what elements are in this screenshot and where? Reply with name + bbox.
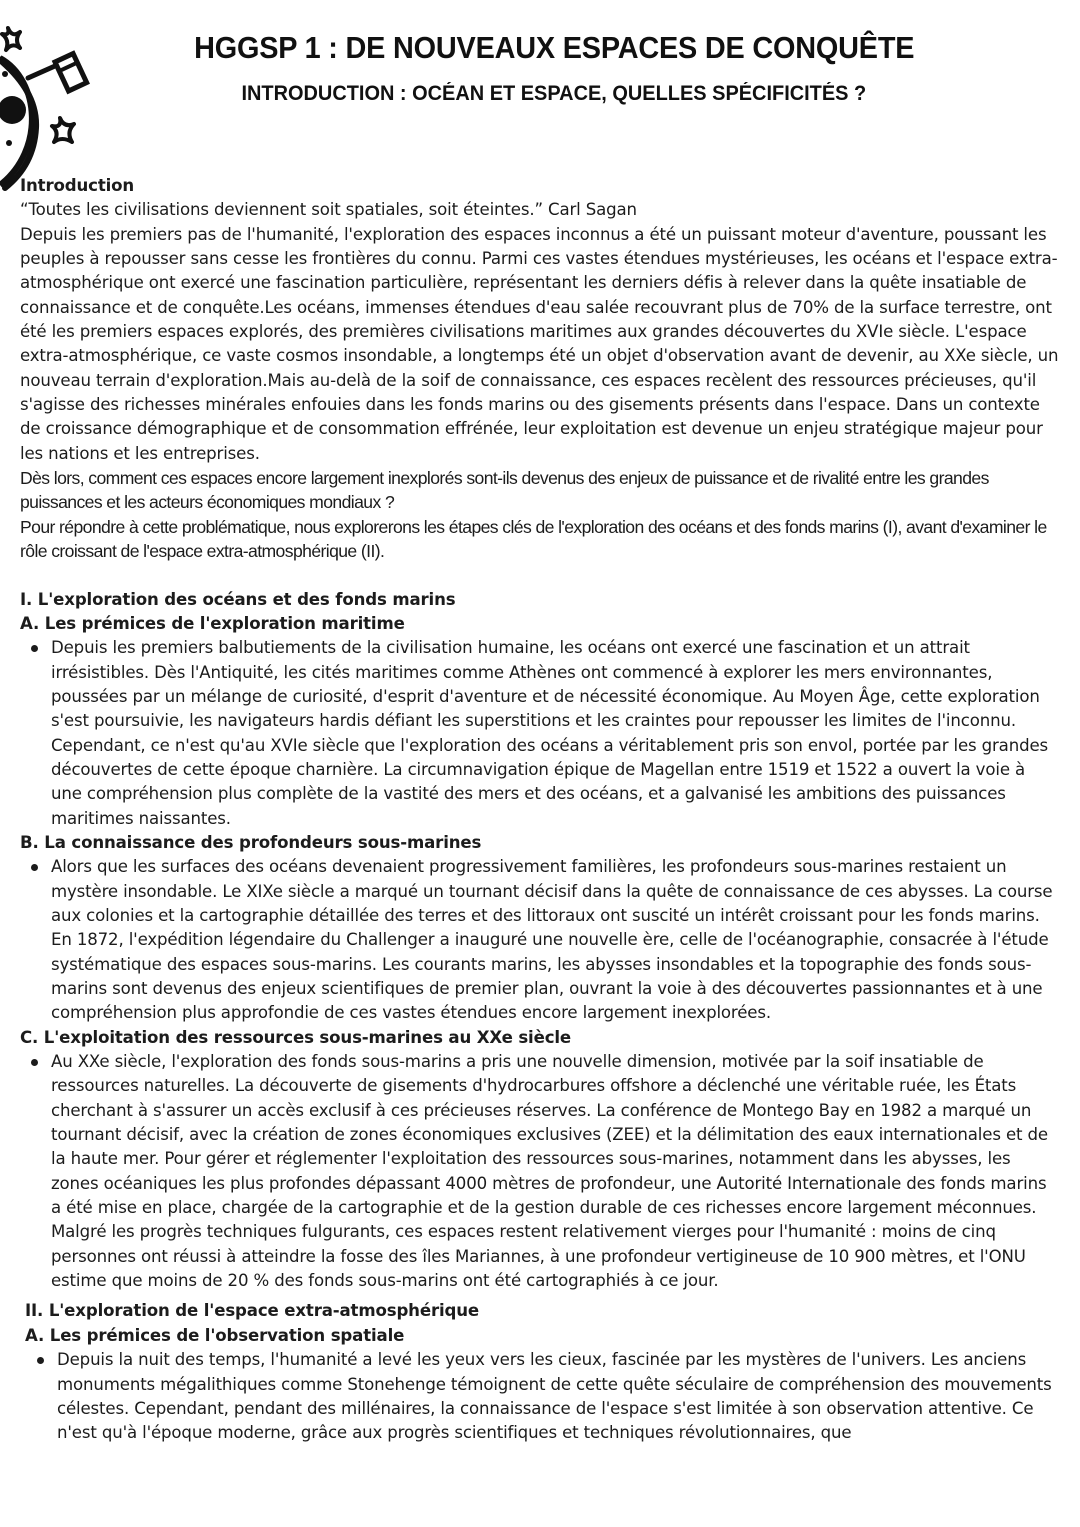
bullet-list bbox=[20, 855, 1060, 1025]
problematique: Dès lors, comment ces espaces encore largement inexplorés sont-ils devenus des enjeux de puissance et de rivalité entre les grandes puissances et les acteurs économiques mondiaux ? bbox=[20, 468, 989, 513]
spacer bbox=[20, 564, 1060, 588]
introduction-paragraph: Depuis les premiers pas de l'humanité, l'exploration des espaces inconnus a été un puissant moteur d'aventure, poussant les peuples à repousser sans cesse les frontières du connu. Parmi ces vastes étendues mystérieuses, les océans et l'espace extra-atmosphérique ont exercé une fascination particulière, représentant les derniers défis à relever dans la quête insatiable de connaissance et de conquête.Les océans, immenses étendues d'eau salée recouvrant plus de 70% de la surface terrestre, ont été les premiers espaces explorés, des premières civilisations maritimes aux grandes découvertes du XVIe siècle. L'espace extra-atmosphérique, ce vaste cosmos insondable, a longtemps été un objet d'observation avant de devenir, au XXe siècle, un nouveau terrain d'exploration.Mais au-delà de la soif de connaissance, ces espaces recèlent des ressources précieuses, qu'il s'agisse des richesses minérales enfouies dans les fonds marins ou des gisements présents dans l'espace. Dans un contexte de croissance démographique et de consommation effrénée, leur exploitation est devenue un enjeu stratégique majeur pour les nations et les entreprises. bbox=[20, 224, 1059, 463]
introduction-quote: “Toutes les civilisations deviennent soit spatiales, soit éteintes.” Carl Sagan bbox=[20, 200, 637, 220]
part-heading: I. L'exploration des océans et des fonds marins bbox=[20, 589, 456, 609]
part-heading: II. L'exploration de l'espace extra-atmosphérique bbox=[25, 1301, 480, 1321]
section-heading: A. Les prémices de l'exploration maritime bbox=[20, 613, 405, 633]
list-item: Au XXe siècle, l'exploration des fonds sous-marins a pris une nouvelle dimension, motivée par la soif insatiable de ressources naturelles. La découverte de gisements d'hydrocarbures offshore a déclenché une véritable ruée, les États cherchant à s'assurer un accès exclusif à ces précieuses réserves. La conférence de Montego Bay en 1982 a marqué un tournant décisif, avec la création de zones économiques exclusives (ZEE) et la délimitation des eaux internationales et de la haute mer. Pour gérer et réglementer l'exploitation des ressources sous-marines, notamment dans les abysses, les zones océaniques les plus profondes dépassant 4000 mètres de profondeur, une Autorité Internationale des fonds marins a été mise en place, chargée de la cartographie et de la gestion durable de ces richesses encore largement méconnues. Malgré les progrès techniques fulgurants, ces espaces restent relativement vierges pour l'humanité : moins de cinq personnes ont réussi à atteindre la fosse des îles Mariannes, à une profondeur vertigineuse de 10 900 mètres, et l'ONU estime que moins de 20 % des fonds sous-marins ont été cartographiés à ce jour. bbox=[51, 1050, 1060, 1293]
list-item: Alors que les surfaces des océans devenaient progressivement familières, les profondeurs sous-marines restaient un mystère insondable. Le XIXe siècle a marqué un tournant décisif dans la quête de connaissance de ces abysses. La course aux colonies et la cartographie détaillée des terres et des littoraux ont suscité un intérêt croissant pour les fonds marins. En 1872, l'expédition légendaire du Challenger a inauguré une nouvelle ère, celle de l'océanographie, consacrée à l'étude systématique des espaces sous-marins. Les courants marins, les abysses insondables et la topographie des fonds sous-marins sont devenus des enjeux scientifiques de premier plan, ouvrant la voie à des découvertes passionnantes et à une compréhension plus approfondie de ces vastes étendues encore largement inexplorées. bbox=[51, 855, 1060, 1025]
document-title bbox=[0, 30, 1080, 66]
introduction-heading: Introduction bbox=[20, 176, 135, 195]
bullet-list bbox=[25, 1348, 1060, 1445]
section-heading: A. Les prémices de l'observation spatiale bbox=[25, 1325, 405, 1345]
document-body bbox=[20, 174, 1060, 1446]
part-2 bbox=[20, 1299, 1060, 1445]
part-1 bbox=[20, 588, 1060, 1294]
section-heading: B. La connaissance des profondeurs sous-marines bbox=[20, 832, 482, 852]
document-title-text: HGGSP 1 : DE NOUVEAUX ESPACES DE CONQUÊTE bbox=[193, 30, 915, 65]
list-item: Depuis les premiers balbutiements de la civilisation humaine, les océans ont exercé une fascination et un attrait irrésistibles. Dès l'Antiquité, les cités maritimes comme Athènes ont commencé à explorer les mers environnantes, poussées par un mélange de curiosité, d'esprit d'aventure et de nécessité économique. Au Moyen Âge, cette exploration s'est poursuivie, les navigateurs hardis défiant les superstitions et les craintes pour repousser les limites de l'inconnu. Cependant, ce n'est qu'au XVIe siècle que l'exploration des océans a véritablement pris son envol, portée par les grandes découvertes de cette époque charnière. La circumnavigation épique de Magellan entre 1519 et 1522 a ouvert la voie à une compréhension plus complète de la vastité des mers et des océans, et a galvanisé les ambitions des puissances maritimes naissantes. bbox=[51, 636, 1060, 831]
section-heading: C. L'exploitation des ressources sous-marines au XXe siècle bbox=[20, 1027, 572, 1047]
document-subtitle bbox=[0, 82, 1080, 106]
bullet-list bbox=[20, 636, 1060, 831]
annonce-plan: Pour répondre à cette problématique, nous explorerons les étapes clés de l'exploration des océans et des fonds marins (I), avant d'examiner le rôle croissant de l'espace extra-atmosphérique (II). bbox=[20, 516, 1047, 562]
document-subtitle-text: INTRODUCTION : OCÉAN ET ESPACE, QUELLES SPÉCIFICITÉS ? bbox=[241, 82, 867, 105]
bullet-list bbox=[20, 1050, 1060, 1293]
list-item: Depuis la nuit des temps, l'humanité a levé les yeux vers les cieux, fascinée par les mystères de l'univers. Les anciens monuments mégalithiques comme Stonehenge témoignent de cette quête séculaire de compréhension des mouvements célestes. Cependant, pendant des millénaires, la connaissance de l'espace s'est limitée à son observation attentive. Ce n'est qu'à l'époque moderne, grâce aux progrès scientifiques et techniques révolutionnaires, que bbox=[57, 1348, 1060, 1445]
